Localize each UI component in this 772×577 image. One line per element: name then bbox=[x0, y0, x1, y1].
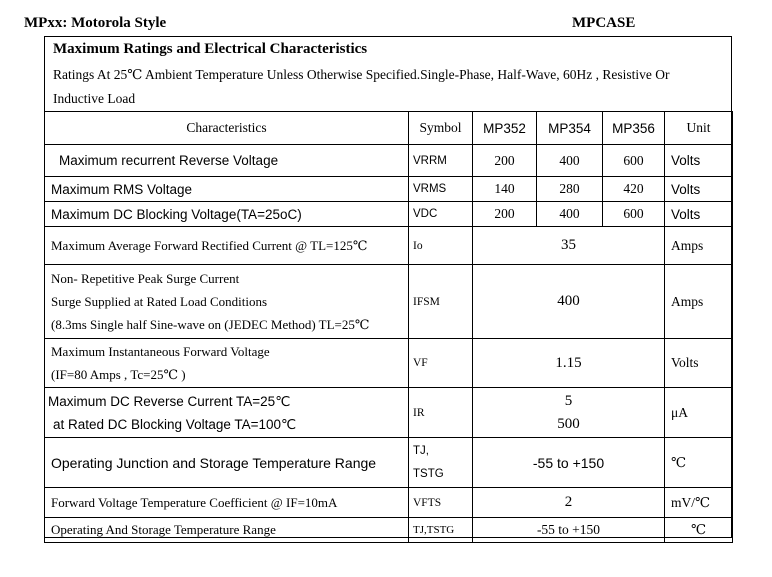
row-unit: μA bbox=[665, 388, 733, 438]
col-unit: Unit bbox=[665, 112, 733, 145]
row-value-line-2: 500 bbox=[557, 415, 580, 432]
col-characteristics: Characteristics bbox=[45, 112, 409, 145]
table-row bbox=[45, 438, 733, 488]
row-value: 400 bbox=[473, 265, 665, 339]
row-value-mp352: 200 bbox=[473, 145, 537, 177]
table-row bbox=[45, 265, 733, 339]
row-characteristic: Maximum recurrent Reverse Voltage bbox=[45, 145, 409, 177]
table-row bbox=[45, 488, 733, 518]
case-title: MPCASE bbox=[572, 15, 636, 31]
row-value bbox=[473, 388, 665, 438]
row-symbol: VFTS bbox=[409, 488, 473, 518]
row-characteristic: Maximum RMS Voltage bbox=[45, 177, 409, 202]
row-value-mp354: 280 bbox=[537, 177, 603, 202]
row-symbol: VDC bbox=[409, 202, 473, 227]
row-value: 1.15 bbox=[473, 339, 665, 388]
row-value-mp356: 600 bbox=[603, 145, 665, 177]
row-unit: mV/℃ bbox=[665, 488, 733, 518]
row-unit: Amps bbox=[665, 227, 733, 265]
row-symbol: VF bbox=[409, 339, 473, 388]
row-value: -55 to +150 bbox=[473, 518, 665, 543]
row-unit: Volts bbox=[665, 202, 733, 227]
row-unit: Amps bbox=[665, 265, 733, 339]
row-characteristic-line-1: Maximum DC Reverse Current TA=25℃ bbox=[48, 393, 291, 409]
row-symbol-line-2: TSTG bbox=[413, 467, 444, 480]
row-unit: Volts bbox=[665, 177, 733, 202]
characteristics-table bbox=[44, 111, 733, 543]
col-mp356: MP356 bbox=[603, 112, 665, 145]
row-value: 35 bbox=[473, 227, 665, 265]
table-row bbox=[45, 177, 733, 202]
row-value-line-1: 5 bbox=[564, 392, 573, 409]
row-unit: ℃ bbox=[665, 518, 733, 543]
row-symbol bbox=[409, 438, 473, 488]
row-characteristic-line-1: Non- Repetitive Peak Surge Current bbox=[51, 271, 240, 286]
row-value-mp356: 420 bbox=[603, 177, 665, 202]
row-characteristic bbox=[45, 388, 409, 438]
row-symbol: IFSM bbox=[409, 265, 473, 339]
row-unit: Volts bbox=[665, 339, 733, 388]
row-symbol: VRMS bbox=[409, 177, 473, 202]
row-value: -55 to +150 bbox=[473, 438, 665, 488]
col-mp354: MP354 bbox=[537, 112, 603, 145]
conditions-line-2: Inductive Load bbox=[53, 91, 136, 106]
model-title: MPxx: Motorola Style bbox=[24, 15, 167, 31]
row-value-mp352: 140 bbox=[473, 177, 537, 202]
col-mp352: MP352 bbox=[473, 112, 537, 145]
row-value-mp354: 400 bbox=[537, 202, 603, 227]
row-characteristic: Maximum DC Blocking Voltage(TA=25oC) bbox=[45, 202, 409, 227]
row-unit: ℃ bbox=[665, 438, 733, 488]
table-header-row bbox=[45, 112, 733, 145]
row-value-mp356: 600 bbox=[603, 202, 665, 227]
row-characteristic: Operating Junction and Storage Temperature Range bbox=[45, 438, 409, 488]
table-row bbox=[45, 227, 733, 265]
row-symbol: Io bbox=[409, 227, 473, 265]
row-symbol: VRRM bbox=[409, 145, 473, 177]
row-characteristic: Operating And Storage Temperature Range bbox=[45, 518, 409, 543]
row-characteristic-line-2: (IF=80 Amps , Tc=25℃ ) bbox=[51, 367, 186, 382]
table-row bbox=[45, 388, 733, 438]
row-value-mp354: 400 bbox=[537, 145, 603, 177]
row-symbol-line-1: TJ, bbox=[413, 444, 429, 457]
table-row bbox=[45, 518, 733, 543]
conditions-line-1: Ratings At 25℃ Ambient Temperature Unless Otherwise Specified.Single-Phase, Half-Wave, 60Hz , Resistive Or bbox=[53, 67, 670, 82]
row-value-mp352: 200 bbox=[473, 202, 537, 227]
table-row bbox=[45, 202, 733, 227]
row-symbol: IR bbox=[409, 388, 473, 438]
row-characteristic-line-2: at Rated DC Blocking Voltage TA=100℃ bbox=[53, 416, 297, 432]
row-unit: Volts bbox=[665, 145, 733, 177]
row-characteristic-line-2: Surge Supplied at Rated Load Conditions bbox=[51, 294, 268, 309]
row-characteristic: Maximum Average Forward Rectified Current @ TL=125℃ bbox=[45, 227, 409, 265]
row-value: 2 bbox=[473, 488, 665, 518]
table-row bbox=[45, 145, 733, 177]
section-heading: Maximum Ratings and Electrical Characteristics bbox=[53, 41, 368, 57]
row-characteristic bbox=[45, 339, 409, 388]
row-characteristic-line-1: Maximum Instantaneous Forward Voltage bbox=[51, 344, 270, 359]
table-row bbox=[45, 339, 733, 388]
row-characteristic-line-3: (8.3ms Single half Sine-wave on (JEDEC Method) TL=25℃ bbox=[51, 317, 370, 332]
col-symbol: Symbol bbox=[409, 112, 473, 145]
row-symbol: TJ,TSTG bbox=[409, 518, 473, 543]
row-characteristic: Forward Voltage Temperature Coefficient @ IF=10mA bbox=[45, 488, 409, 518]
row-characteristic bbox=[45, 265, 409, 339]
